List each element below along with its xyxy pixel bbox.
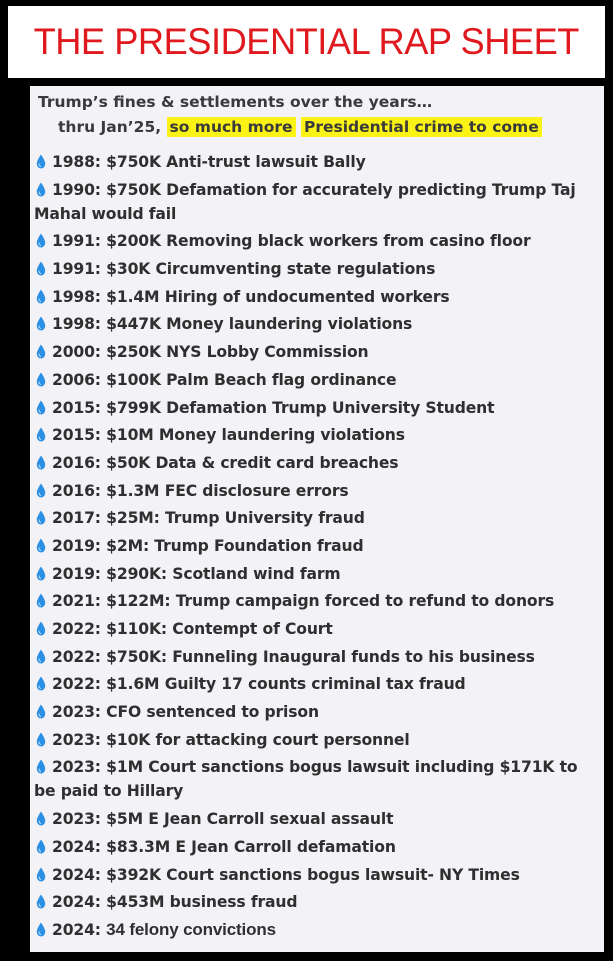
list-item <box>34 835 602 859</box>
list-item <box>34 368 602 392</box>
list-item <box>34 312 602 336</box>
list-item <box>34 728 602 752</box>
water-drop-icon <box>36 289 46 304</box>
list-item <box>34 807 602 831</box>
water-drop-icon <box>36 649 46 664</box>
water-drop-icon <box>36 704 46 719</box>
item-year: 2024: <box>52 893 101 912</box>
list-item <box>34 562 602 586</box>
water-drop-icon <box>36 344 46 359</box>
item-year: 2022: <box>52 675 101 694</box>
item-text: $1M Court sanctions bogus lawsuit including $171K to be paid to Hillary <box>34 758 578 801</box>
highlight-so-much-more: so much more <box>167 117 296 137</box>
item-year: 2019: <box>52 536 101 555</box>
item-year: 2022: <box>52 620 101 638</box>
water-drop-icon <box>36 400 46 415</box>
water-drop-icon <box>36 566 46 581</box>
item-year: 2019: <box>52 564 101 583</box>
item-text: $110K: Contempt of Court <box>106 620 333 638</box>
item-year: 2023: <box>52 810 101 829</box>
list-item <box>34 257 602 281</box>
item-text: $750K Anti-trust lawsuit Bally <box>106 153 366 171</box>
water-drop-icon <box>36 676 46 691</box>
item-year: 1990: <box>52 180 101 199</box>
highlight-crime-to-come: Presidential crime to come <box>301 117 542 137</box>
item-text: $453M business fraud <box>106 893 298 912</box>
item-text: $5M E Jean Carroll sexual assault <box>106 810 394 829</box>
item-text: $30K Circumventing state regulations <box>106 260 436 279</box>
water-drop-icon <box>36 233 46 248</box>
water-drop-icon <box>36 538 46 553</box>
item-text: $100K Palm Beach flag ordinance <box>106 370 397 389</box>
water-drop-icon <box>36 510 46 525</box>
water-drop-icon <box>36 316 46 331</box>
item-year: 2023: <box>52 758 101 777</box>
item-text: $750K: Funneling Inaugural funds to his business <box>106 647 535 666</box>
list-item <box>34 396 602 420</box>
title-banner <box>8 6 605 78</box>
water-drop-icon <box>36 811 46 826</box>
item-year: 2015: <box>52 426 101 445</box>
item-year: 2016: <box>52 481 101 500</box>
item-year: 2006: <box>52 370 101 389</box>
water-drop-icon <box>36 894 46 909</box>
item-text: $200K Removing black workers from casino floor <box>106 232 531 251</box>
item-text: $50K Data & credit card breaches <box>106 453 399 472</box>
water-drop-icon <box>36 372 46 387</box>
water-drop-icon <box>36 621 46 636</box>
water-drop-icon <box>36 759 46 774</box>
item-year: 1991: <box>52 260 101 279</box>
list-item <box>34 340 602 364</box>
list-item <box>34 645 602 669</box>
water-drop-icon <box>36 839 46 854</box>
list-item <box>34 150 602 174</box>
item-text: $83.3M E Jean Carroll defamation <box>106 837 396 856</box>
item-year: 1991: <box>52 232 101 251</box>
list-item <box>34 178 602 226</box>
item-text: $799K Defamation Trump University Student <box>106 398 495 417</box>
list-item <box>34 423 602 447</box>
list-item <box>34 863 602 887</box>
item-text: $447K Money laundering violations <box>106 315 413 334</box>
item-year: 2017: <box>52 509 101 528</box>
water-drop-icon <box>36 427 46 442</box>
intro-line-2 <box>38 115 542 140</box>
item-year: 1998: <box>52 315 101 334</box>
item-text: $10M Money laundering violations <box>106 426 405 445</box>
rap-sheet-panel <box>30 86 604 952</box>
item-text: $122M: Trump campaign forced to refund to donors <box>106 592 555 611</box>
page-title: THE PRESIDENTIAL RAP SHEET <box>33 21 580 62</box>
list-item <box>34 285 602 309</box>
item-year: 1998: <box>52 287 101 306</box>
list-item <box>34 451 602 475</box>
list-item <box>34 890 602 914</box>
water-drop-icon <box>36 867 46 882</box>
item-year: 2023: <box>52 703 101 722</box>
item-year: 1988: <box>52 153 101 171</box>
item-text: $1.4M Hiring of undocumented workers <box>106 287 450 306</box>
list-item <box>34 617 602 641</box>
water-drop-icon <box>36 455 46 470</box>
item-year: 2022: <box>52 647 101 666</box>
item-text: CFO sentenced to prison <box>106 703 319 722</box>
intro <box>38 90 542 140</box>
list-item <box>34 755 602 803</box>
item-year: 2023: <box>52 730 101 749</box>
intro-line-2-prefix: thru Jan’25, <box>58 118 167 136</box>
item-year: 2016: <box>52 453 101 472</box>
item-text: $250K NYS Lobby Commission <box>106 343 369 362</box>
fines-list <box>34 150 602 946</box>
item-text: $750K Defamation for accurately predicting Trump Taj Mahal would fail <box>34 180 576 223</box>
item-text: $290K: Scotland wind farm <box>106 564 341 583</box>
water-drop-icon <box>36 182 46 197</box>
item-year: 2024: <box>52 865 101 884</box>
list-item <box>34 506 602 530</box>
water-drop-icon <box>36 732 46 747</box>
water-drop-icon <box>36 483 46 498</box>
item-year: 2021: <box>52 592 101 611</box>
list-item <box>34 534 602 558</box>
item-text: $1.6M Guilty 17 counts criminal tax fraud <box>106 675 466 694</box>
water-drop-icon <box>36 154 46 169</box>
item-year: 2000: <box>52 343 101 362</box>
item-year: 2024: <box>52 837 101 856</box>
intro-line-1: Trump’s fines & settlements over the years… <box>38 93 433 111</box>
list-item <box>34 700 602 724</box>
list-item <box>34 479 602 503</box>
item-year: 2024: <box>52 920 101 939</box>
item-text: $10K for attacking court personnel <box>106 730 410 749</box>
item-year: 2015: <box>52 398 101 417</box>
item-text: $25M: Trump University fraud <box>106 509 365 528</box>
list-item <box>34 229 602 253</box>
water-drop-icon <box>36 261 46 276</box>
water-drop-icon <box>36 593 46 608</box>
item-text: 34 felony convictions <box>106 919 276 939</box>
water-drop-icon <box>36 922 46 937</box>
item-text: $392K Court sanctions bogus lawsuit- NY Times <box>106 865 520 884</box>
list-item <box>34 589 602 613</box>
item-text: $1.3M FEC disclosure errors <box>106 481 349 500</box>
list-item <box>34 672 602 696</box>
list-item <box>34 918 602 942</box>
item-text: $2M: Trump Foundation fraud <box>106 536 364 555</box>
